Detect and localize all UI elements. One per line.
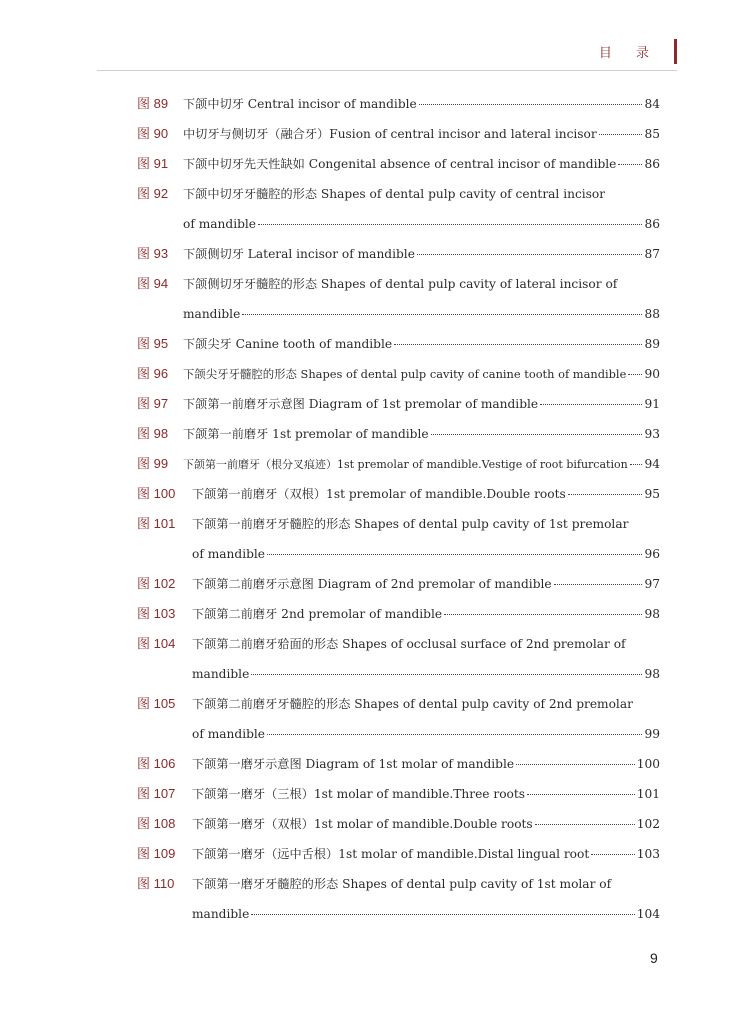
entry-title: 下颌中切牙 Central incisor of mandible — [183, 97, 417, 111]
entry-title: 下颌侧切牙牙髓腔的形态 Shapes of dental pulp cavity of lateral incisor of — [183, 277, 618, 291]
toc-entry[interactable] — [0, 119, 730, 149]
toc-entry[interactable] — [0, 779, 730, 809]
entry-title: 下颌尖牙牙髓腔的形态 Shapes of dental pulp cavity of canine tooth of mandible — [183, 367, 627, 381]
toc-entry[interactable] — [0, 839, 730, 869]
entry-title-continued: of mandible — [192, 547, 266, 561]
dot-leader — [591, 853, 634, 855]
entry-page-number: 87 — [644, 247, 660, 261]
dot-leader — [258, 223, 642, 225]
header-accent-bar — [674, 39, 677, 64]
dot-leader — [516, 763, 635, 765]
toc-entry[interactable] — [0, 689, 730, 719]
dot-leader — [444, 613, 642, 615]
entry-title: 下颌尖牙 Canine tooth of mandible — [183, 337, 393, 351]
entry-page-number: 98 — [644, 667, 660, 681]
entry-page-number: 102 — [636, 817, 660, 831]
entry-title: 下颌第一磨牙牙髓腔的形态 Shapes of dental pulp cavity of 1st molar of — [192, 877, 612, 891]
entry-page-number: 93 — [644, 427, 660, 441]
entry-page-number: 103 — [636, 847, 660, 861]
entry-page-number: 86 — [644, 217, 660, 231]
entry-title: 下颌第一前磨牙（根分叉痕迹）1st premolar of mandible.Vestige of root bifurcation — [183, 458, 628, 471]
dot-leader — [267, 553, 642, 555]
page-number: 9 — [650, 950, 658, 966]
entry-title: 下颌第一前磨牙（双根）1st premolar of mandible.Double roots — [192, 487, 566, 501]
entry-title: 下颌第二前磨牙𬌗面的形态 Shapes of occlusal surface of 2nd premolar of — [192, 637, 626, 651]
entry-page-number: 98 — [644, 607, 660, 621]
toc-entry[interactable] — [0, 809, 730, 839]
entry-page-number: 85 — [644, 127, 660, 141]
entry-page-number: 99 — [644, 727, 660, 741]
dot-leader — [630, 463, 643, 465]
dot-leader — [251, 673, 642, 675]
figure-number: 图 97 — [137, 396, 169, 411]
dot-leader — [242, 313, 642, 315]
entry-page-number: 96 — [644, 547, 660, 561]
entry-title: 中切牙与侧切牙（融合牙）Fusion of central incisor and lateral incisor — [183, 127, 597, 141]
dot-leader — [419, 103, 643, 105]
figure-number: 图 102 — [137, 576, 176, 591]
dot-leader — [554, 583, 643, 585]
figure-number: 图 106 — [137, 756, 176, 771]
entry-page-number: 97 — [644, 577, 660, 591]
entry-title-continued: mandible — [183, 307, 241, 321]
running-header — [97, 36, 677, 71]
toc-entry[interactable] — [0, 389, 730, 419]
toc-entry[interactable] — [0, 89, 730, 119]
toc-entry[interactable] — [0, 269, 730, 299]
figure-number: 图 107 — [137, 786, 176, 801]
entry-title-continued: mandible — [192, 667, 250, 681]
figure-number: 图 101 — [137, 516, 176, 531]
toc-entry-continuation[interactable] — [0, 209, 730, 239]
figure-number: 图 90 — [137, 126, 169, 141]
entry-page-number: 100 — [636, 757, 660, 771]
entry-title-continued: mandible — [192, 907, 250, 921]
figure-number: 图 109 — [137, 846, 176, 861]
figure-number: 图 93 — [137, 246, 169, 261]
entry-page-number: 91 — [644, 397, 660, 411]
toc-entry[interactable] — [0, 359, 730, 389]
toc-entry-continuation[interactable] — [0, 899, 730, 929]
dot-leader — [394, 343, 642, 345]
entry-page-number: 95 — [644, 487, 660, 501]
toc-entry[interactable] — [0, 479, 730, 509]
entry-title: 下颌第一前磨牙示意图 Diagram of 1st premolar of mandible — [183, 397, 539, 411]
entry-title: 下颌第二前磨牙牙髓腔的形态 Shapes of dental pulp cavity of 2nd premolar — [192, 697, 633, 711]
toc-entry[interactable] — [0, 569, 730, 599]
entry-title-continued: of mandible — [192, 727, 266, 741]
toc-entry[interactable] — [0, 419, 730, 449]
toc-entry[interactable] — [0, 449, 730, 479]
dot-leader — [431, 433, 643, 435]
entry-title: 下颌中切牙牙髓腔的形态 Shapes of dental pulp cavity of central incisor — [183, 187, 606, 201]
entry-title: 下颌第一前磨牙牙髓腔的形态 Shapes of dental pulp cavity of 1st premolar — [192, 517, 629, 531]
entry-title: 下颌第一磨牙（三根）1st molar of mandible.Three roots — [192, 787, 526, 801]
figure-number: 图 92 — [137, 186, 169, 201]
figure-number: 图 91 — [137, 156, 169, 171]
toc-entry[interactable] — [0, 179, 730, 209]
entry-page-number: 84 — [644, 97, 660, 111]
entry-title: 下颌第一前磨牙 1st premolar of mandible — [183, 427, 429, 441]
toc-entry-continuation[interactable] — [0, 659, 730, 689]
figure-number: 图 89 — [137, 96, 169, 111]
dot-leader — [599, 133, 643, 135]
figure-number: 图 99 — [137, 456, 169, 471]
dot-leader — [540, 403, 642, 405]
entry-title: 下颌第二前磨牙 2nd premolar of mandible — [192, 607, 443, 621]
figure-number: 图 108 — [137, 816, 176, 831]
entry-page-number: 86 — [644, 157, 660, 171]
toc-entry[interactable] — [0, 629, 730, 659]
toc-entry[interactable] — [0, 749, 730, 779]
figure-number: 图 104 — [137, 636, 176, 651]
toc-entry[interactable] — [0, 869, 730, 899]
figure-number: 图 103 — [137, 606, 176, 621]
entry-title: 下颌第一磨牙（远中舌根）1st molar of mandible.Distal lingual root — [192, 847, 590, 861]
entry-page-number: 101 — [636, 787, 660, 801]
toc-entry[interactable] — [0, 599, 730, 629]
entry-page-number: 104 — [636, 907, 660, 921]
figure-number: 图 100 — [137, 486, 176, 501]
entry-title: 下颌第一磨牙示意图 Diagram of 1st molar of mandible — [192, 757, 515, 771]
toc-entry-continuation[interactable] — [0, 539, 730, 569]
entry-page-number: 89 — [644, 337, 660, 351]
dot-leader — [251, 913, 634, 915]
entry-title: 下颌第二前磨牙示意图 Diagram of 2nd premolar of mandible — [192, 577, 552, 591]
figure-number: 图 110 — [137, 876, 175, 891]
entry-title-continued: of mandible — [183, 217, 257, 231]
entry-title: 下颌侧切牙 Lateral incisor of mandible — [183, 247, 415, 261]
figure-number: 图 105 — [137, 696, 176, 711]
entry-title: 下颌中切牙先天性缺如 Congenital absence of central incisor of mandible — [183, 157, 617, 171]
dot-leader — [568, 493, 643, 495]
dot-leader — [417, 253, 643, 255]
figure-number: 图 95 — [137, 336, 169, 351]
entry-page-number: 88 — [644, 307, 660, 321]
toc-entry-continuation[interactable] — [0, 719, 730, 749]
dot-leader — [535, 823, 635, 825]
dot-leader — [618, 163, 642, 165]
toc-entry[interactable] — [0, 509, 730, 539]
toc-entry[interactable] — [0, 149, 730, 179]
dot-leader — [527, 793, 635, 795]
figure-number: 图 98 — [137, 426, 169, 441]
dot-leader — [628, 373, 642, 375]
dot-leader — [267, 733, 642, 735]
toc-entry[interactable] — [0, 239, 730, 269]
entry-page-number: 94 — [644, 457, 660, 471]
header-title: 目 录 — [598, 46, 659, 61]
figure-number: 图 94 — [137, 276, 169, 291]
entry-title: 下颌第一磨牙（双根）1st molar of mandible.Double roots — [192, 817, 533, 831]
entry-page-number: 90 — [644, 367, 660, 381]
toc-entry-continuation[interactable] — [0, 299, 730, 329]
figure-number: 图 96 — [137, 366, 169, 381]
toc-entry[interactable] — [0, 329, 730, 359]
